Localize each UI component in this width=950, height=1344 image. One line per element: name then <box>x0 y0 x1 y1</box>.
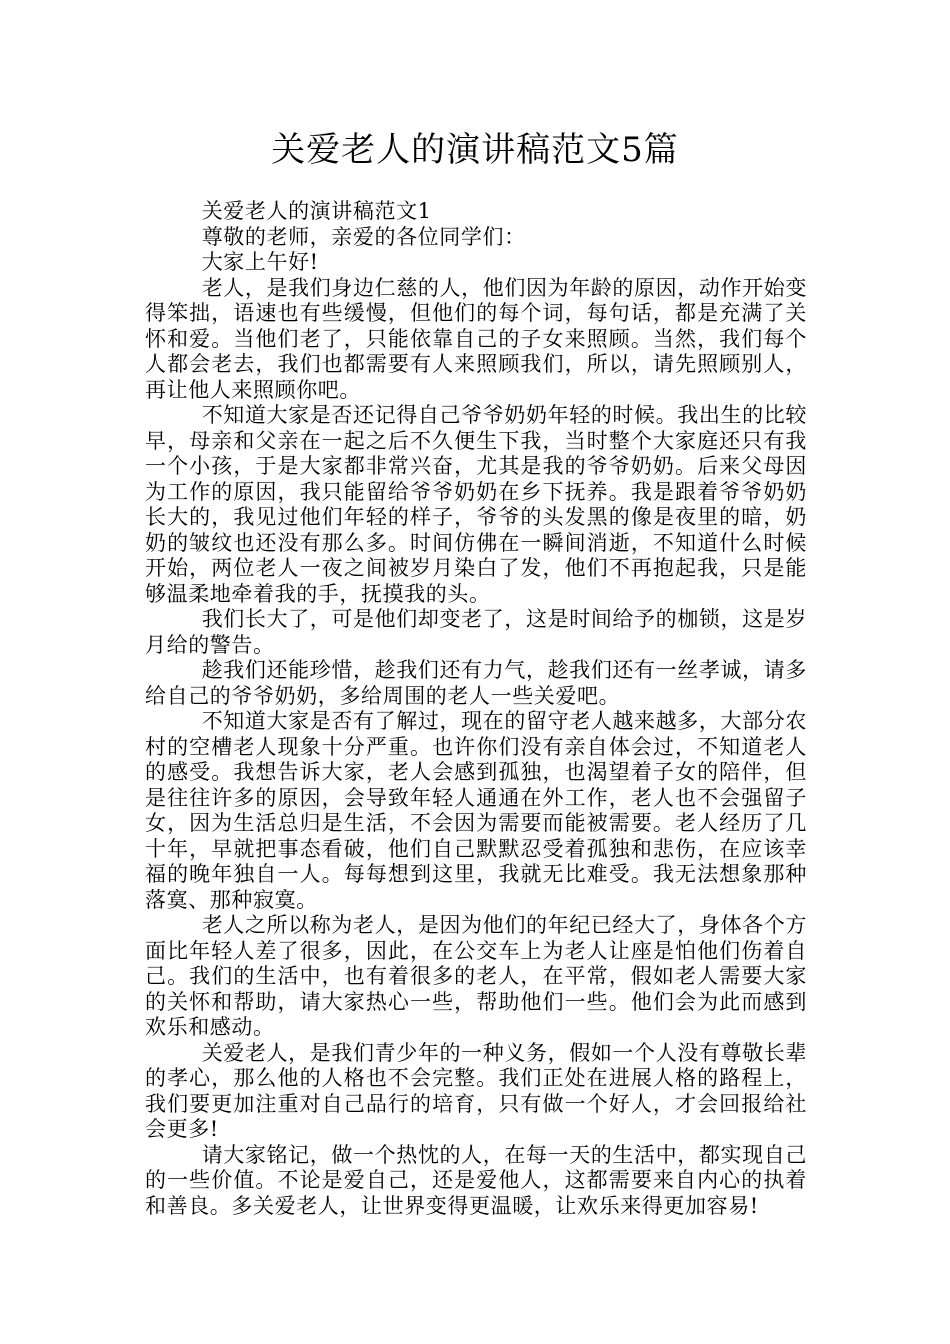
document-title: 关爱老人的演讲稿范文5篇 <box>271 130 679 170</box>
paragraph: 关爱老人，是我们青少年的一种义务，假如一个人没有尊敬长辈的孝心，那么他的人格也不会完整。我们正处在进展人格的路程上，我们要更加注重对自己品行的培育，只有做一个好人，才会回报给社会更多! <box>145 1040 807 1141</box>
paragraph: 老人之所以称为老人，是因为他们的年纪已经大了，身体各个方面比年轻人差了很多，因此，在公交车上为老人让座是怕他们伤着自己。我们的生活中，也有着很多的老人，在平常，假如老人需要大家的关怀和帮助，请大家热心一些，帮助他们一些。他们会为此而感到欢乐和感动。 <box>145 913 807 1039</box>
greeting: 大家上午好! <box>201 250 319 274</box>
paragraph: 老人，是我们身边仁慈的人，他们因为年龄的原因，动作开始变得笨拙，语速也有些缓慢，但他们的每个词，每句话，都是充满了关怀和爱。当他们老了，只能依靠自己的子女来照顾。当然，我们每个人都会老去，我们也都需要有人来照顾我们，所以，请先照顾别人，再让他人来照顾你吧。 <box>145 275 807 402</box>
salutation: 尊敬的老师，亲爱的各位同学们： <box>201 224 526 249</box>
paragraph: 不知道大家是否有了解过，现在的留守老人越来越多，大部分农村的空槽老人现象十分严重。也许你们没有亲自体会过，不知道老人的感受。我想告诉大家，老人会感到孤独，也渴望着子女的陪伴，但是往往许多的原因，会导致年轻人通通在外工作，老人也不会强留子女，因为生活总归是生活，不会因为需要而能被需要。老人经历了几十年，早就把事态看破，他们自己默默忍受着孤独和悲伤，在应该幸福的晚年独自一人。每每想到这里，我就无比难受。我无法想象那种落寞、那种寂寞。 <box>145 709 807 912</box>
document-body <box>145 199 807 1219</box>
paragraph: 请大家铭记，做一个热忱的人，在每一天的生活中，都实现自己的一些价值。不论是爱自己，还是爱他人，这都需要来自内心的执着和善良。多关爱老人，让世界变得更温暖，让欢乐来得更加容易! <box>145 1142 807 1218</box>
paragraph: 不知道大家是否还记得自己爷爷奶奶年轻的时候。我出生的比较早，母亲和父亲在一起之后不久便生下我，当时整个大家庭还只有我一个小孩，于是大家都非常兴奋，尤其是我的爷爷奶奶。后来父母因为工作的原因，我只能留给爷爷奶奶在乡下抚养。我是跟着爷爷奶奶长大的，我见过他们年轻的样子，爷爷的头发黑的像是夜里的暗，奶奶的皱纹也还没有那么多。时间仿佛在一瞬间消逝，不知道什么时候开始，两位老人一夜之间被岁月染白了发，他们不再抱起我，只是能够温柔地牵着我的手，抚摸我的头。 <box>145 403 807 606</box>
paragraph: 趁我们还能珍惜，趁我们还有力气，趁我们还有一丝孝诚，请多给自己的爷爷奶奶，多给周围的老人一些关爱吧。 <box>145 658 807 708</box>
paragraph: 我们长大了，可是他们却变老了，这是时间给予的枷锁，这是岁月给的警告。 <box>145 607 807 657</box>
section-heading: 关爱老人的演讲稿范文1 <box>201 199 432 223</box>
